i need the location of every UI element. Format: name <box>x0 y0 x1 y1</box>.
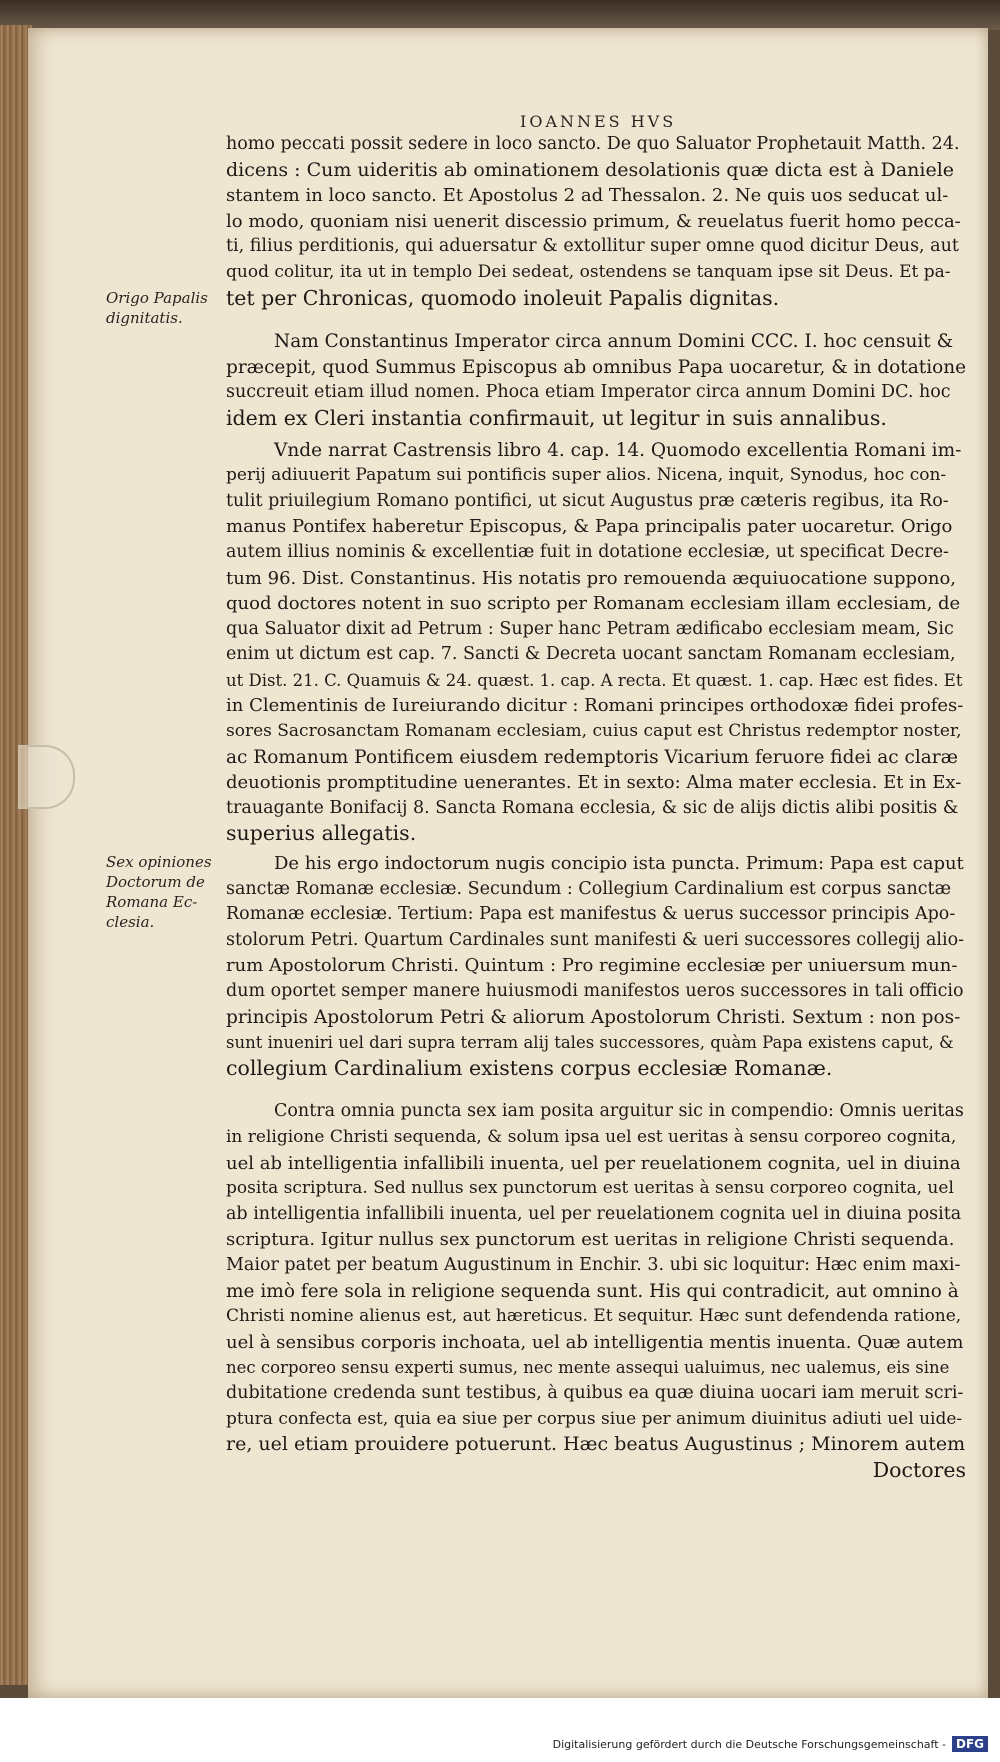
catchword <box>226 1458 966 1484</box>
text-line: tet per Chronicas, quomodo inoleuit Papalis dignitas. <box>226 285 780 310</box>
text-line: De his ergo indoctorum nugis concipio ista puncta. Primum: Papa est caput <box>274 853 964 875</box>
text-line: dubitatione credenda sunt testibus, à quibus ea quæ diuina uocari iam meruit scri- <box>226 1382 964 1403</box>
text-line: nec corporeo sensu experti sumus, nec mente assequi ualuimus, nec ualemus, eis sine <box>226 1358 950 1378</box>
text-line: principis Apostolorum Petri & aliorum Apostolorum Christi. Sextum : non pos- <box>226 1006 961 1028</box>
margin-note-sex-opiniones <box>106 852 216 932</box>
text-line: dicens : Cum uideritis ab ominationem desolationis quæ dicta est à Daniele <box>226 158 955 181</box>
text-line: uel ab intelligentia infallibili inuenta, uel per reuelationem cognita, uel in diuina <box>226 1152 961 1174</box>
paragraph-4 <box>226 851 966 1081</box>
text-line: quod doctores notent in suo scripto per Romanam ecclesiam illam ecclesiam, de <box>226 593 961 615</box>
text-line: in religione Christi sequenda, & solum ipsa uel est ueritas à sensu corporeo cognita, <box>226 1126 957 1147</box>
margin-note-origo <box>106 288 216 328</box>
text-line: succreuit etiam illud nomen. Phoca etiam Imperator circa annum Domini DC. hoc <box>226 382 951 403</box>
text-line: enim ut dictum est cap. 7. Sancti & Decreta uocant sanctam Romanam ecclesiam, <box>226 644 956 665</box>
text-line: ptura confecta est, quia ea siue per corpus siue per animum diuinitus adiuti uel uide- <box>226 1408 963 1429</box>
paragraph-5 <box>226 1099 966 1457</box>
dfg-logo: DFG <box>952 1736 988 1752</box>
catchword-text: Doctores <box>872 1457 966 1482</box>
main-text-block <box>226 132 966 1483</box>
text-line: sores Sacrosanctam Romanam ecclesiam, cuius caput est Christus redemptor noster, <box>226 721 962 742</box>
text-line: præcepit, quod Summus Episcopus ab omnibus Papa uocaretur, & in dotatione <box>226 356 966 378</box>
text-line: collegium Cardinalium existens corpus ecclesiæ Romanæ. <box>226 1055 833 1080</box>
text-line: tulit priuilegium Romano pontifici, ut sicut Augustus præ cæteris regibus, ita Ro- <box>226 490 949 511</box>
text-line: Contra omnia puncta sex iam posita arguitur sic in compendio: Omnis ueritas <box>274 1101 964 1122</box>
running-head: IOANNES HVS <box>520 112 677 131</box>
text-line: me imò fere sola in religione sequenda sunt. His qui contradicit, aut omnino à <box>226 1280 959 1302</box>
text-line: ut Dist. 21. C. Quamuis & 24. quæst. 1. cap. A recta. Et quæst. 1. cap. Hæc est fides. Et <box>226 670 963 690</box>
text-line: Maior patet per beatum Augustinum in Enchir. 3. ubi sic loquitur: Hæc enim maxi- <box>226 1254 961 1275</box>
page-clip-marker <box>18 745 75 809</box>
paragraph-1 <box>226 132 966 311</box>
text-line: scriptura. Igitur nullus sex punctorum est ueritas in religione Christi sequenda. <box>226 1229 955 1251</box>
text-line: Vnde narrat Castrensis libro 4. cap. 14. Quomodo excellentia Romani im- <box>274 439 962 461</box>
text-line: ac Romanum Pontificem eiusdem redemptoris Vicarium feruore fidei ac claræ <box>226 746 959 768</box>
paragraph-3 <box>226 438 966 848</box>
text-line: stolorum Petri. Quartum Cardinales sunt manifesti & ueri successores collegij alio- <box>226 929 965 950</box>
text-line: autem illius nominis & excellentiæ fuit in dotatione ecclesiæ, ut specificat Decre- <box>226 541 949 562</box>
text-line: tum 96. Dist. Constantinus. His notatis pro remouenda æquiuocatione suppono, <box>226 567 957 589</box>
text-line: homo peccati possit sedere in loco sancto. De quo Saluator Prophetauit Matth. 24. <box>226 134 960 154</box>
text-line: idem ex Cleri instantia confirmauit, ut legitur in suis annalibus. <box>226 405 887 430</box>
text-line: uel à sensibus corporis inchoata, uel ab intelligentia mentis inuenta. Quæ autem <box>226 1331 964 1353</box>
text-line: qua Saluator dixit ad Petrum : Super hanc Petram ædificabo ecclesiam meam, Sic <box>226 618 954 639</box>
text-line: sanctæ Romanæ ecclesiæ. Secundum : Collegium Cardinalium est corpus sanctæ <box>226 878 952 899</box>
text-line: sunt inueniri uel dari supra terram alij tales successores, quàm Papa existens caput, & <box>226 1033 954 1053</box>
paragraph-2 <box>226 329 966 431</box>
digitization-footer <box>0 1698 1000 1762</box>
text-line: ab intelligentia infallibili inuenta, uel per reuelationem cognita uel in diuina posita <box>226 1203 962 1224</box>
funding-credit: Digitalisierung gefördert durch die Deutsche Forschungsgemeinschaft - <box>552 1738 946 1751</box>
margin-note-line: Origo Papalis <box>106 289 208 307</box>
text-line: stantem in loco sancto. Et Apostolus 2 ad Thessalon. 2. Ne quis uos seducat ul- <box>226 185 949 207</box>
text-line: Nam Constantinus Imperator circa annum Domini CCC. I. hoc censuit & <box>274 331 954 353</box>
text-line: rum Apostolorum Christi. Quintum : Pro regimine ecclesiæ per uniuersum mun- <box>226 955 958 977</box>
margin-note-line: dignitatis. <box>106 309 183 327</box>
text-line: lo modo, quoniam nisi uenerit discessio primum, & reuelatus fuerit homo pecca- <box>226 210 961 232</box>
margin-note-line: Romana Ec- <box>106 893 198 911</box>
margin-note-line: clesia. <box>106 913 155 931</box>
text-line: trauagante Bonifacij 8. Sancta Romana ecclesia, & sic de alijs dictis alibi positis & <box>226 797 959 818</box>
text-line: posita scriptura. Sed nullus sex punctorum est ueritas à sensu corporeo cognita, uel <box>226 1178 954 1199</box>
margin-note-line: Sex opiniones <box>106 853 212 871</box>
text-line: superius allegatis. <box>226 821 417 846</box>
text-line: in Clementinis de Iureiurando dicitur : Romani principes orthodoxæ fidei profes- <box>226 695 964 717</box>
text-line: ti, filius perditionis, qui aduersatur & extollitur super omne quod dicitur Deus, aut <box>226 236 959 257</box>
text-line: manus Pontifex haberetur Episcopus, & Papa principalis pater uocaretur. Origo <box>226 516 953 538</box>
text-line: re, uel etiam prouidere potuerunt. Hæc beatus Augustinus ; Minorem autem <box>226 1433 966 1456</box>
text-line: quod colitur, ita ut in templo Dei sedeat, ostendens se tanquam ipse sit Deus. Et pa- <box>226 261 951 282</box>
scan-background-top <box>0 0 1000 30</box>
text-line: deuotionis promptitudine uenerantes. Et in sexto: Alma mater ecclesia. Et in Ex- <box>226 772 962 794</box>
text-line: dum oportet semper manere huiusmodi manifestos ueros successores in tali officio <box>226 981 964 1001</box>
margin-note-line: Doctorum de <box>106 873 205 891</box>
text-line: Romanæ ecclesiæ. Tertium: Papa est manifestus & uerus successor principis Apo- <box>226 904 956 925</box>
text-line: Christi nomine alienus est, aut hæreticus. Et sequitur. Hæc sunt defendenda ratione, <box>226 1306 962 1327</box>
text-line: perij adiuuerit Papatum sui pontificis super alios. Nicena, inquit, Synodus, hoc con- <box>226 465 947 486</box>
